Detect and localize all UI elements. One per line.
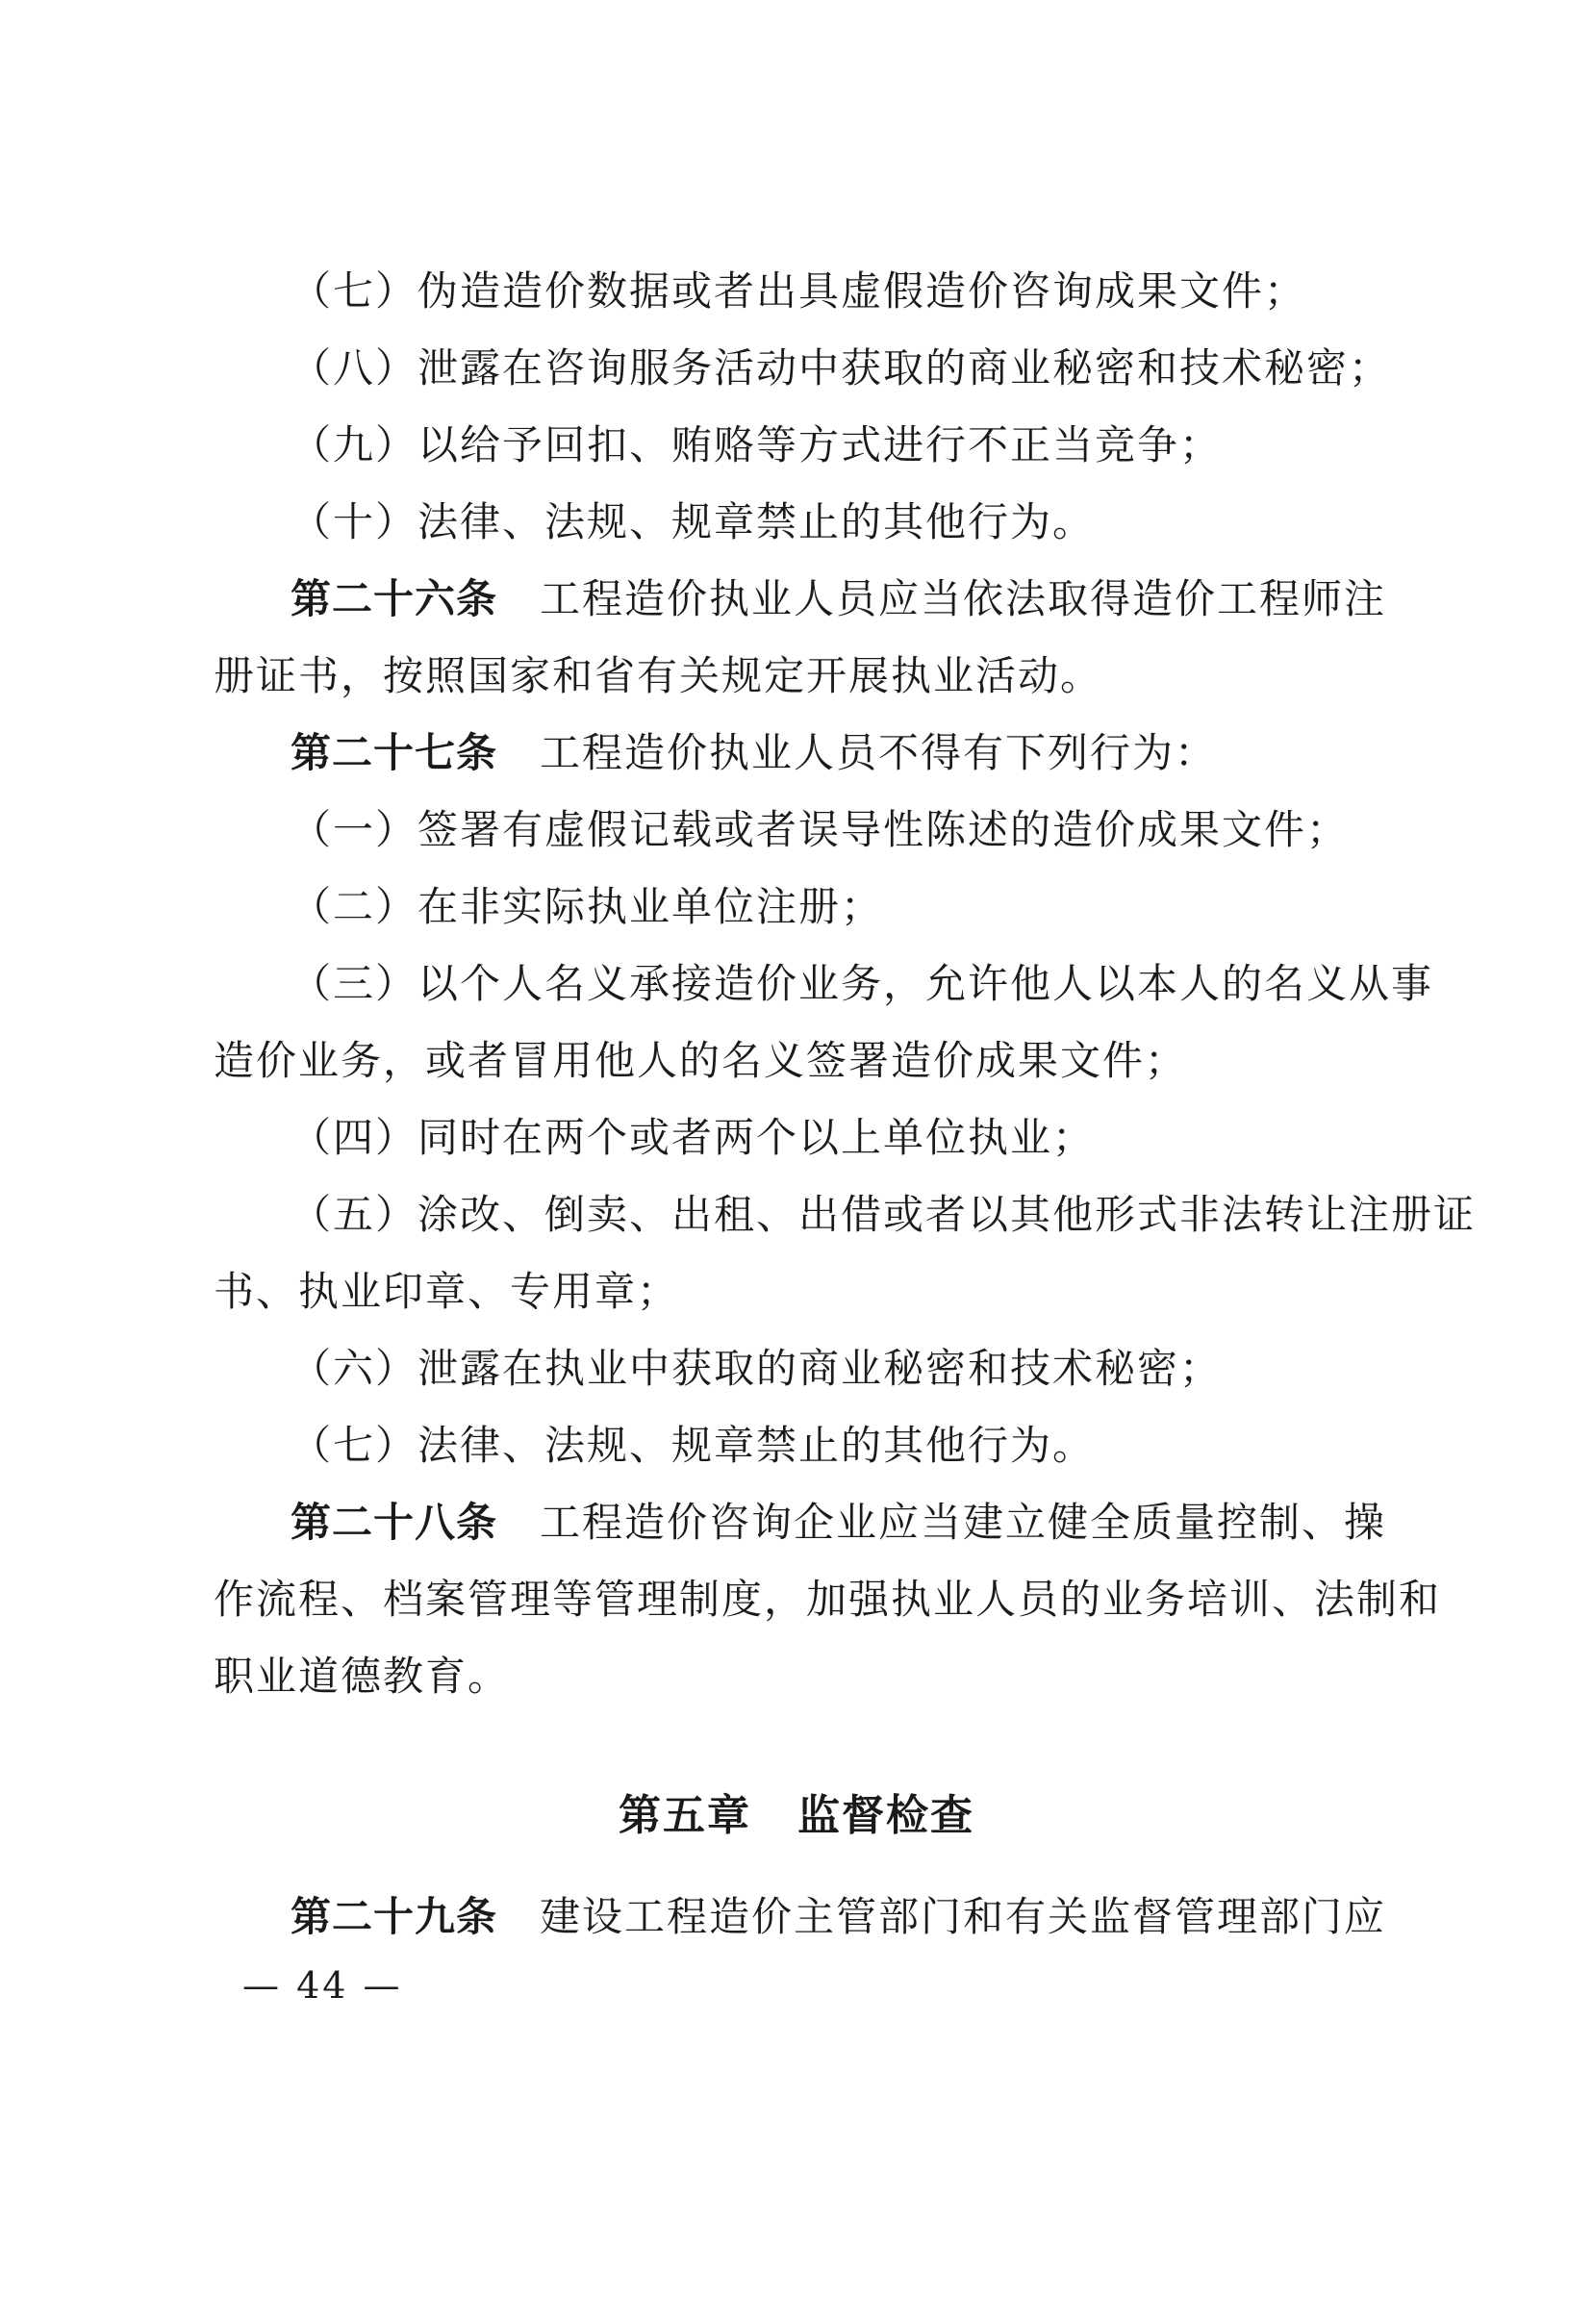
article-27-item-1: （一）签署有虚假记载或者误导性陈述的造价成果文件； [291, 806, 1350, 853]
article-27-heading: 第二十七条 [291, 729, 498, 776]
article-26-line-1 [291, 573, 1387, 627]
article-27-item-3: （三）以个人名义承接造价业务，允许他人以本人的名义从事 [291, 960, 1434, 1007]
paragraph-item-7: （七）伪造造价数据或者出具虚假造价咨询成果文件； [291, 267, 1307, 315]
article-28-line-1 [291, 1497, 1387, 1551]
article-28-heading: 第二十八条 [291, 1499, 498, 1546]
chapter-heading [0, 1789, 1593, 1843]
paragraph-item-8: （八）泄露在咨询服务活动中获取的商业秘密和技术秘密； [291, 344, 1392, 392]
article-27-item-5-continued: 书、执业印章、专用章； [214, 1268, 680, 1315]
article-28-text-1: 工程造价咨询企业应当建立健全质量控制、操 [540, 1499, 1387, 1546]
article-28-line-2: 作流程、档案管理等管理制度，加强执业人员的业务培训、法制和 [214, 1576, 1442, 1623]
article-26-heading: 第二十六条 [291, 575, 498, 622]
article-27-item-3-continued: 造价业务，或者冒用他人的名义签署造价成果文件； [214, 1037, 1188, 1084]
article-27-text-1: 工程造价执业人员不得有下列行为： [540, 729, 1218, 776]
article-27-item-7: （七）法律、法规、规章禁止的其他行为。 [291, 1422, 1096, 1469]
chapter-number: 第五章 [619, 1791, 751, 1840]
article-27-item-4: （四）同时在两个或者两个以上单位执业； [291, 1114, 1096, 1161]
article-27-item-2: （二）在非实际执业单位注册； [291, 883, 884, 930]
article-29-heading: 第二十九条 [291, 1893, 498, 1940]
article-26-text-1: 工程造价执业人员应当依法取得造价工程师注 [540, 575, 1387, 622]
article-26-line-2: 册证书，按照国家和省有关规定开展执业活动。 [214, 652, 1103, 699]
article-28-line-3: 职业道德教育。 [214, 1653, 511, 1700]
chapter-title: 监督检查 [797, 1791, 974, 1840]
article-29-line-1 [291, 1891, 1387, 1945]
page-number: — 44 — [242, 1964, 403, 2007]
paragraph-item-9: （九）以给予回扣、贿赂等方式进行不正当竞争； [291, 421, 1223, 468]
paragraph-item-10: （十）法律、法规、规章禁止的其他行为。 [291, 498, 1096, 545]
article-27-item-6: （六）泄露在执业中获取的商业秘密和技术秘密； [291, 1345, 1223, 1392]
article-29-text-1: 建设工程造价主管部门和有关监督管理部门应 [540, 1893, 1387, 1940]
article-27-line-1 [291, 727, 1383, 781]
article-27-item-5: （五）涂改、倒卖、出租、出借或者以其他形式非法转让注册证 [291, 1191, 1477, 1238]
